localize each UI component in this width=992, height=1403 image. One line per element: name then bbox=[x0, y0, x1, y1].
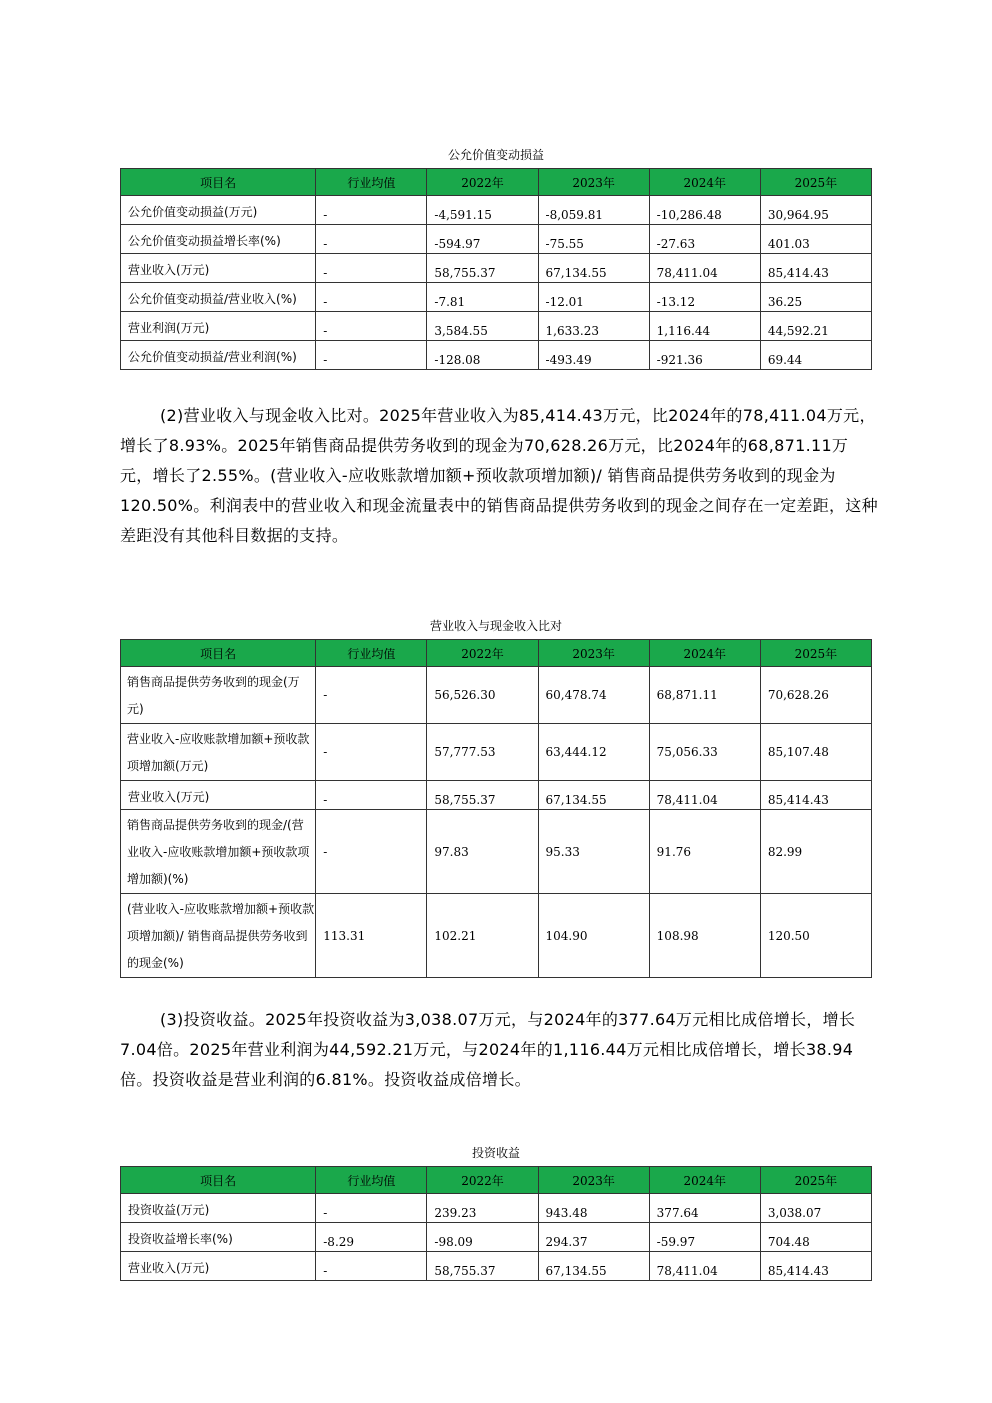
cell: -13.12 bbox=[649, 283, 760, 312]
header-industry-avg: 行业均值 bbox=[316, 169, 427, 196]
row-label: 公允价值变动损益/营业收入(%) bbox=[121, 283, 316, 312]
header-2023: 2023年 bbox=[538, 169, 649, 196]
cell: 85,414.43 bbox=[760, 1252, 871, 1281]
cell: 97.83 bbox=[427, 810, 538, 894]
cell: 85,414.43 bbox=[760, 781, 871, 810]
cell: - bbox=[316, 254, 427, 283]
header-2023: 2023年 bbox=[538, 640, 649, 667]
row-label: 销售商品提供劳务收到的现金/(营业收入-应收账款增加额+预收款项增加额)(%) bbox=[121, 810, 316, 894]
header-2024: 2024年 bbox=[649, 640, 760, 667]
header-2022: 2022年 bbox=[427, 1167, 538, 1194]
cell: -4,591.15 bbox=[427, 196, 538, 225]
cell: -493.49 bbox=[538, 341, 649, 370]
table2-caption: 营业收入与现金收入比对 bbox=[429, 619, 562, 633]
cell: 67,134.55 bbox=[538, 254, 649, 283]
fair-value-table bbox=[120, 168, 872, 370]
row-label: 营业收入-应收账款增加额+预收款项增加额(万元) bbox=[121, 724, 316, 781]
cell: 1,633.23 bbox=[538, 312, 649, 341]
cell: 85,107.48 bbox=[760, 724, 871, 781]
cell: 68,871.11 bbox=[649, 667, 760, 724]
row-label: 投资收益增长率(%) bbox=[121, 1223, 316, 1252]
cell: - bbox=[316, 1194, 427, 1223]
table-row bbox=[121, 1194, 872, 1223]
cell: 95.33 bbox=[538, 810, 649, 894]
cell: 67,134.55 bbox=[538, 781, 649, 810]
cell: 58,755.37 bbox=[427, 254, 538, 283]
cell: 294.37 bbox=[538, 1223, 649, 1252]
header-2025: 2025年 bbox=[760, 169, 871, 196]
header-2023: 2023年 bbox=[538, 1167, 649, 1194]
header-industry-avg: 行业均值 bbox=[316, 1167, 427, 1194]
table-row bbox=[121, 312, 872, 341]
row-label: 营业收入(万元) bbox=[121, 254, 316, 283]
cell: 3,038.07 bbox=[760, 1194, 871, 1223]
cell: 70,628.26 bbox=[760, 667, 871, 724]
cell: 82.99 bbox=[760, 810, 871, 894]
paragraph-2-text: (2)营业收入与现金收入比对。2025年营业收入为85,414.43万元，比2024年的78,411.04万元，增长了8.93%。2025年销售商品提供劳务收到的现金为70,628.26万元，比2024年的68,871.11万元，增长了2.55%。(营业收入-应收账款增加额+预收款项增加额)/ 销售商品提供劳务收到的现金为120.50%。利润表中的营业收入和现金流量表中的销售商品提供劳务收到的现金之间存在一定差距，这种差距没有其他科目数据的支持。 bbox=[120, 406, 878, 545]
cell: 58,755.37 bbox=[427, 781, 538, 810]
table-header-row bbox=[121, 169, 872, 196]
cell: 239.23 bbox=[427, 1194, 538, 1223]
header-industry-avg: 行业均值 bbox=[316, 640, 427, 667]
cell: 78,411.04 bbox=[649, 781, 760, 810]
cell: - bbox=[316, 1252, 427, 1281]
cell: 377.64 bbox=[649, 1194, 760, 1223]
cell: - bbox=[316, 312, 427, 341]
cell: - bbox=[316, 667, 427, 724]
cell: - bbox=[316, 283, 427, 312]
cell: - bbox=[316, 196, 427, 225]
cell: -75.55 bbox=[538, 225, 649, 254]
cell: - bbox=[316, 781, 427, 810]
cell: 36.25 bbox=[760, 283, 871, 312]
cell: 102.21 bbox=[427, 894, 538, 978]
paragraph-3-text: (3)投资收益。2025年投资收益为3,038.07万元，与2024年的377.64万元相比成倍增长，增长7.04倍。2025年营业利润为44,592.21万元，与2024年的1,116.44万元相比成倍增长，增长38.94倍。投资收益是营业利润的6.81%。投资收益成倍增长。 bbox=[120, 1010, 856, 1089]
cell: - bbox=[316, 810, 427, 894]
header-item: 项目名 bbox=[121, 169, 316, 196]
cell: 1,116.44 bbox=[649, 312, 760, 341]
header-item: 项目名 bbox=[121, 1167, 316, 1194]
cell: 108.98 bbox=[649, 894, 760, 978]
cell: 58,755.37 bbox=[427, 1252, 538, 1281]
row-label: 公允价值变动损益/营业利润(%) bbox=[121, 341, 316, 370]
table-row bbox=[121, 724, 872, 781]
cell: -27.63 bbox=[649, 225, 760, 254]
table-row bbox=[121, 1223, 872, 1252]
cell: 78,411.04 bbox=[649, 254, 760, 283]
table-row bbox=[121, 196, 872, 225]
cell: -10,286.48 bbox=[649, 196, 760, 225]
cell: -59.97 bbox=[649, 1223, 760, 1252]
header-2024: 2024年 bbox=[649, 1167, 760, 1194]
header-2025: 2025年 bbox=[760, 640, 871, 667]
analysis-paragraph-2 bbox=[120, 401, 880, 551]
cell: - bbox=[316, 724, 427, 781]
table-row bbox=[121, 810, 872, 894]
cell: 3,584.55 bbox=[427, 312, 538, 341]
table-row bbox=[121, 283, 872, 312]
table-header-row bbox=[121, 640, 872, 667]
cell: 85,414.43 bbox=[760, 254, 871, 283]
row-label: 营业利润(万元) bbox=[121, 312, 316, 341]
table-row bbox=[121, 225, 872, 254]
analysis-paragraph-3 bbox=[120, 1005, 880, 1095]
table-header-row bbox=[121, 1167, 872, 1194]
row-label: 营业收入(万元) bbox=[121, 781, 316, 810]
header-item: 项目名 bbox=[121, 640, 316, 667]
cell: 91.76 bbox=[649, 810, 760, 894]
table-row bbox=[121, 667, 872, 724]
cell: 120.50 bbox=[760, 894, 871, 978]
cell: -7.81 bbox=[427, 283, 538, 312]
cell: -98.09 bbox=[427, 1223, 538, 1252]
cell: 44,592.21 bbox=[760, 312, 871, 341]
header-2025: 2025年 bbox=[760, 1167, 871, 1194]
investment-income-table bbox=[120, 1166, 872, 1281]
cell: 60,478.74 bbox=[538, 667, 649, 724]
cell: 56,526.30 bbox=[427, 667, 538, 724]
revenue-cash-table bbox=[120, 639, 872, 978]
header-2022: 2022年 bbox=[427, 169, 538, 196]
header-2024: 2024年 bbox=[649, 169, 760, 196]
cell: 401.03 bbox=[760, 225, 871, 254]
cell: -128.08 bbox=[427, 341, 538, 370]
cell: 113.31 bbox=[316, 894, 427, 978]
cell: -8,059.81 bbox=[538, 196, 649, 225]
cell: 943.48 bbox=[538, 1194, 649, 1223]
header-2022: 2022年 bbox=[427, 640, 538, 667]
table1-caption: 公允价值变动损益 bbox=[447, 148, 544, 162]
row-label: 销售商品提供劳务收到的现金(万元) bbox=[121, 667, 316, 724]
cell: 30,964.95 bbox=[760, 196, 871, 225]
cell: 104.90 bbox=[538, 894, 649, 978]
row-label: 营业收入(万元) bbox=[121, 1252, 316, 1281]
cell: 704.48 bbox=[760, 1223, 871, 1252]
row-label: 投资收益(万元) bbox=[121, 1194, 316, 1223]
cell: -921.36 bbox=[649, 341, 760, 370]
cell: -8.29 bbox=[316, 1223, 427, 1252]
row-label: (营业收入-应收账款增加额+预收款项增加额)/ 销售商品提供劳务收到的现金(%) bbox=[121, 894, 316, 978]
cell: 75,056.33 bbox=[649, 724, 760, 781]
cell: - bbox=[316, 341, 427, 370]
table-row bbox=[121, 254, 872, 283]
cell: - bbox=[316, 225, 427, 254]
cell: 63,444.12 bbox=[538, 724, 649, 781]
cell: 69.44 bbox=[760, 341, 871, 370]
row-label: 公允价值变动损益增长率(%) bbox=[121, 225, 316, 254]
table-row bbox=[121, 894, 872, 978]
cell: 67,134.55 bbox=[538, 1252, 649, 1281]
cell: 78,411.04 bbox=[649, 1252, 760, 1281]
table-row bbox=[121, 781, 872, 810]
cell: 57,777.53 bbox=[427, 724, 538, 781]
cell: -594.97 bbox=[427, 225, 538, 254]
table-row bbox=[121, 341, 872, 370]
table-row bbox=[121, 1252, 872, 1281]
table3-caption: 投资收益 bbox=[471, 1146, 520, 1160]
row-label: 公允价值变动损益(万元) bbox=[121, 196, 316, 225]
cell: -12.01 bbox=[538, 283, 649, 312]
